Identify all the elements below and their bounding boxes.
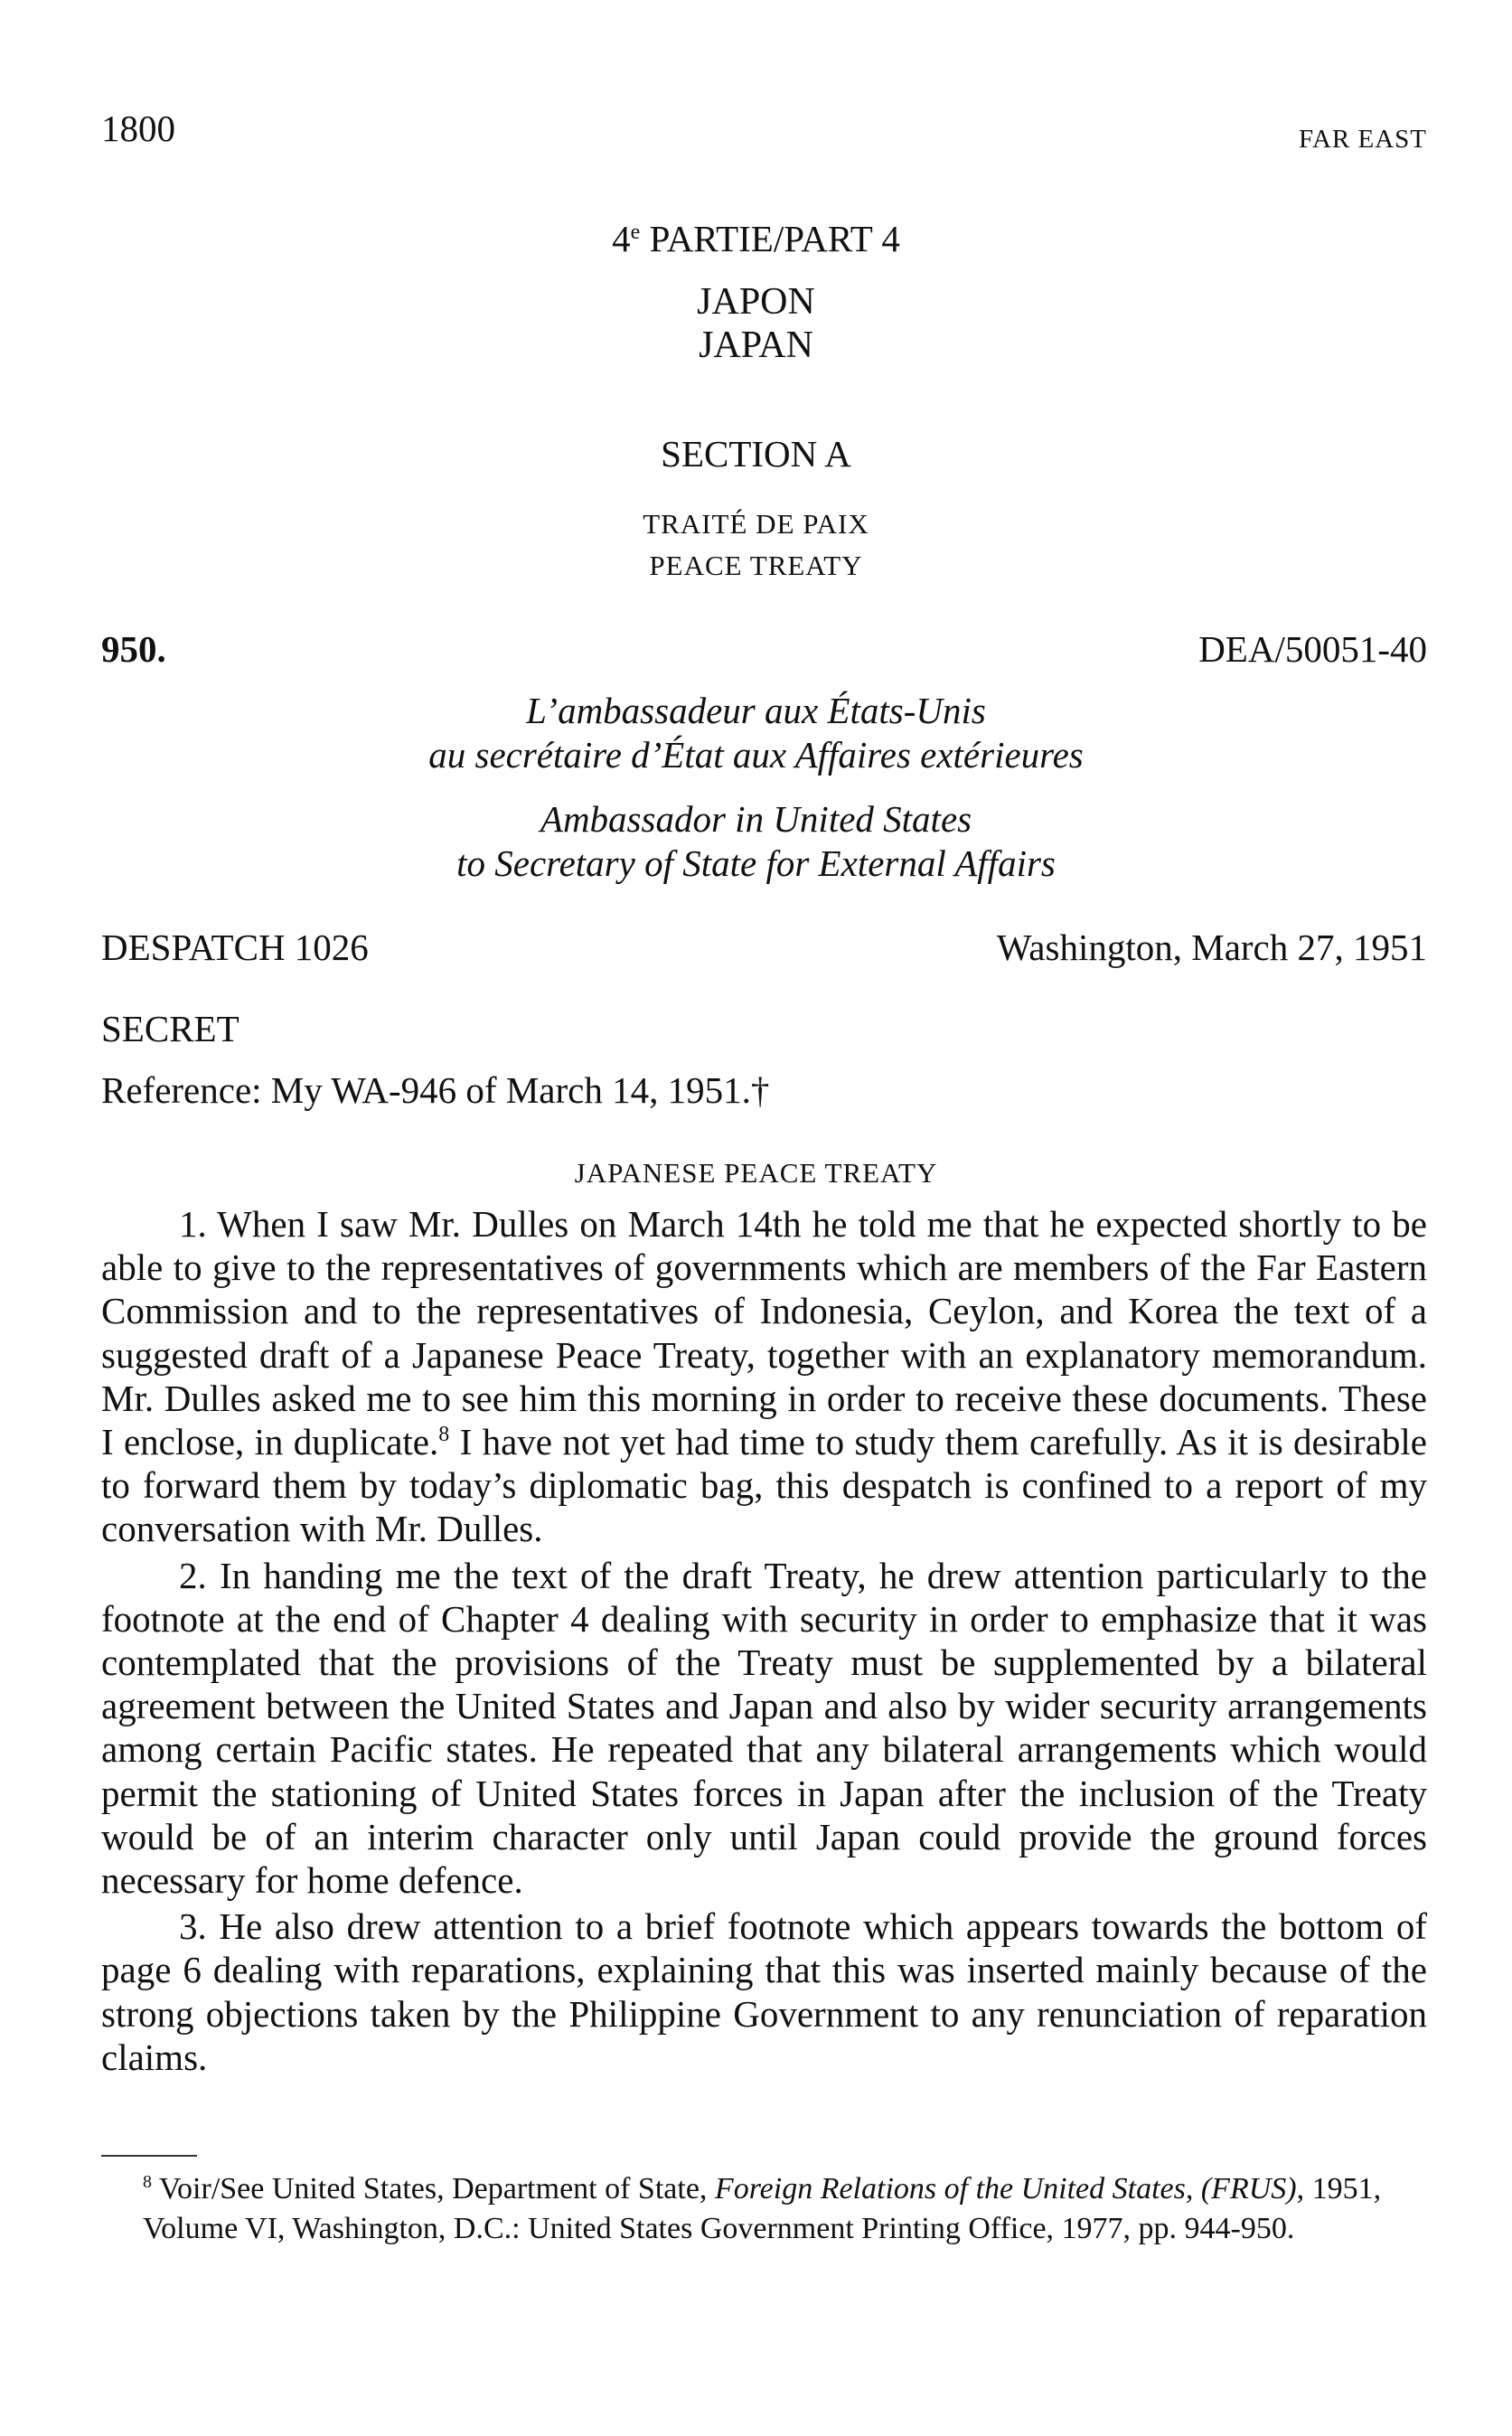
paragraph-3: 3. He also drew attention to a brief footnote which appears towards the bottom of page 6 dealing with reparations, explaining that this was inserted mainly because of the strong objections taken by the Philippine Government to any renunciation of reparation claims. [101,1905,1427,2078]
page-number: 1800 [101,108,175,149]
footnote-title-italic: Foreign Relations of the United States, (FRUS) [714,2172,1297,2206]
title-fr-line1: L’ambassadeur aux États-Unis [526,690,986,731]
paragraph-1-text-a: 1. When I saw Mr. Dulles on March 14th he told me that he expected shortly to be able to give to the representatives of governments which are members of the Far Eastern Commission and to the representatives of Indonesia, Ceylon, and Korea the text of a suggested draft of a Japanese Peace Treaty, together with an explanatory memorandum. Mr. Dulles asked me to see him this morning in order to receive these documents. These I enclose, in duplicate. [101,1203,1427,1463]
body-text [101,1202,1427,2079]
classification: SECRET [101,1008,239,1049]
paragraph-1 [101,1202,1427,1551]
country-heading-fr: JAPON [697,281,815,323]
place-date: Washington, March 27, 1951 [996,926,1427,968]
section-heading: SECTION A [661,433,851,475]
footnote-8 [101,2169,1427,2249]
subject-heading: JAPANESE PEACE TREATY [574,1157,938,1189]
footnote-text-b: , 1951, [1296,2172,1382,2206]
footnote-number: 8 [143,2172,152,2192]
file-reference: DEA/50051-40 [1198,628,1427,670]
country-heading-en: JAPAN [699,324,813,366]
title-fr-line2: au secrétaire d’État aux Affaires extérieures [428,734,1084,776]
paragraph-1-text-b: I have not yet had time to study them carefully. As it is desirable to forward them by today’s diplomatic bag, this despatch is confined to a report of my conversation with Mr. Dulles. [101,1421,1427,1550]
title-en-line2: to Secretary of State for External Affairs [456,842,1056,884]
treaty-heading-fr: TRAITÉ DE PAIX [643,508,869,540]
document-number: 950. [101,628,166,670]
footnote-text-a: Voir/See United States, Department of State, [158,2172,715,2206]
footnote-reference-8: 8 [438,1423,450,1447]
footnote-divider [101,2155,197,2157]
part-label: PARTIE/PART 4 [649,218,900,259]
footnote-text-c: Volume VI, Washington, D.C.: United States Government Printing Office, 1977, pp. 944-950. [143,2212,1295,2245]
despatch-number: DESPATCH 1026 [101,926,369,968]
treaty-heading-en: PEACE TREATY [649,550,863,581]
part-heading [0,217,1512,260]
paragraph-2: 2. In handing me the text of the draft Treaty, he drew attention particularly to the footnote at the end of Chapter 4 dealing with security in order to emphasize that it was contemplated that the provisions of the Treaty must be supplemented by a bilateral agreement between the United States and Japan and also by wider security arrangements among certain Pacific states. He repeated that any bilateral arrangements which would permit the stationing of United States forces in Japan after the inclusion of the Treaty would be of an interim character only until Japan could provide the ground forces necessary for home defence. [101,1554,1427,1902]
part-number-superscript: e [630,221,641,244]
running-head: FAR EAST [1298,125,1427,154]
title-en-line1: Ambassador in United States [540,798,972,840]
reference-line: Reference: My WA-946 of March 14, 1951.† [101,1069,770,1111]
part-number: 4 [612,218,631,259]
